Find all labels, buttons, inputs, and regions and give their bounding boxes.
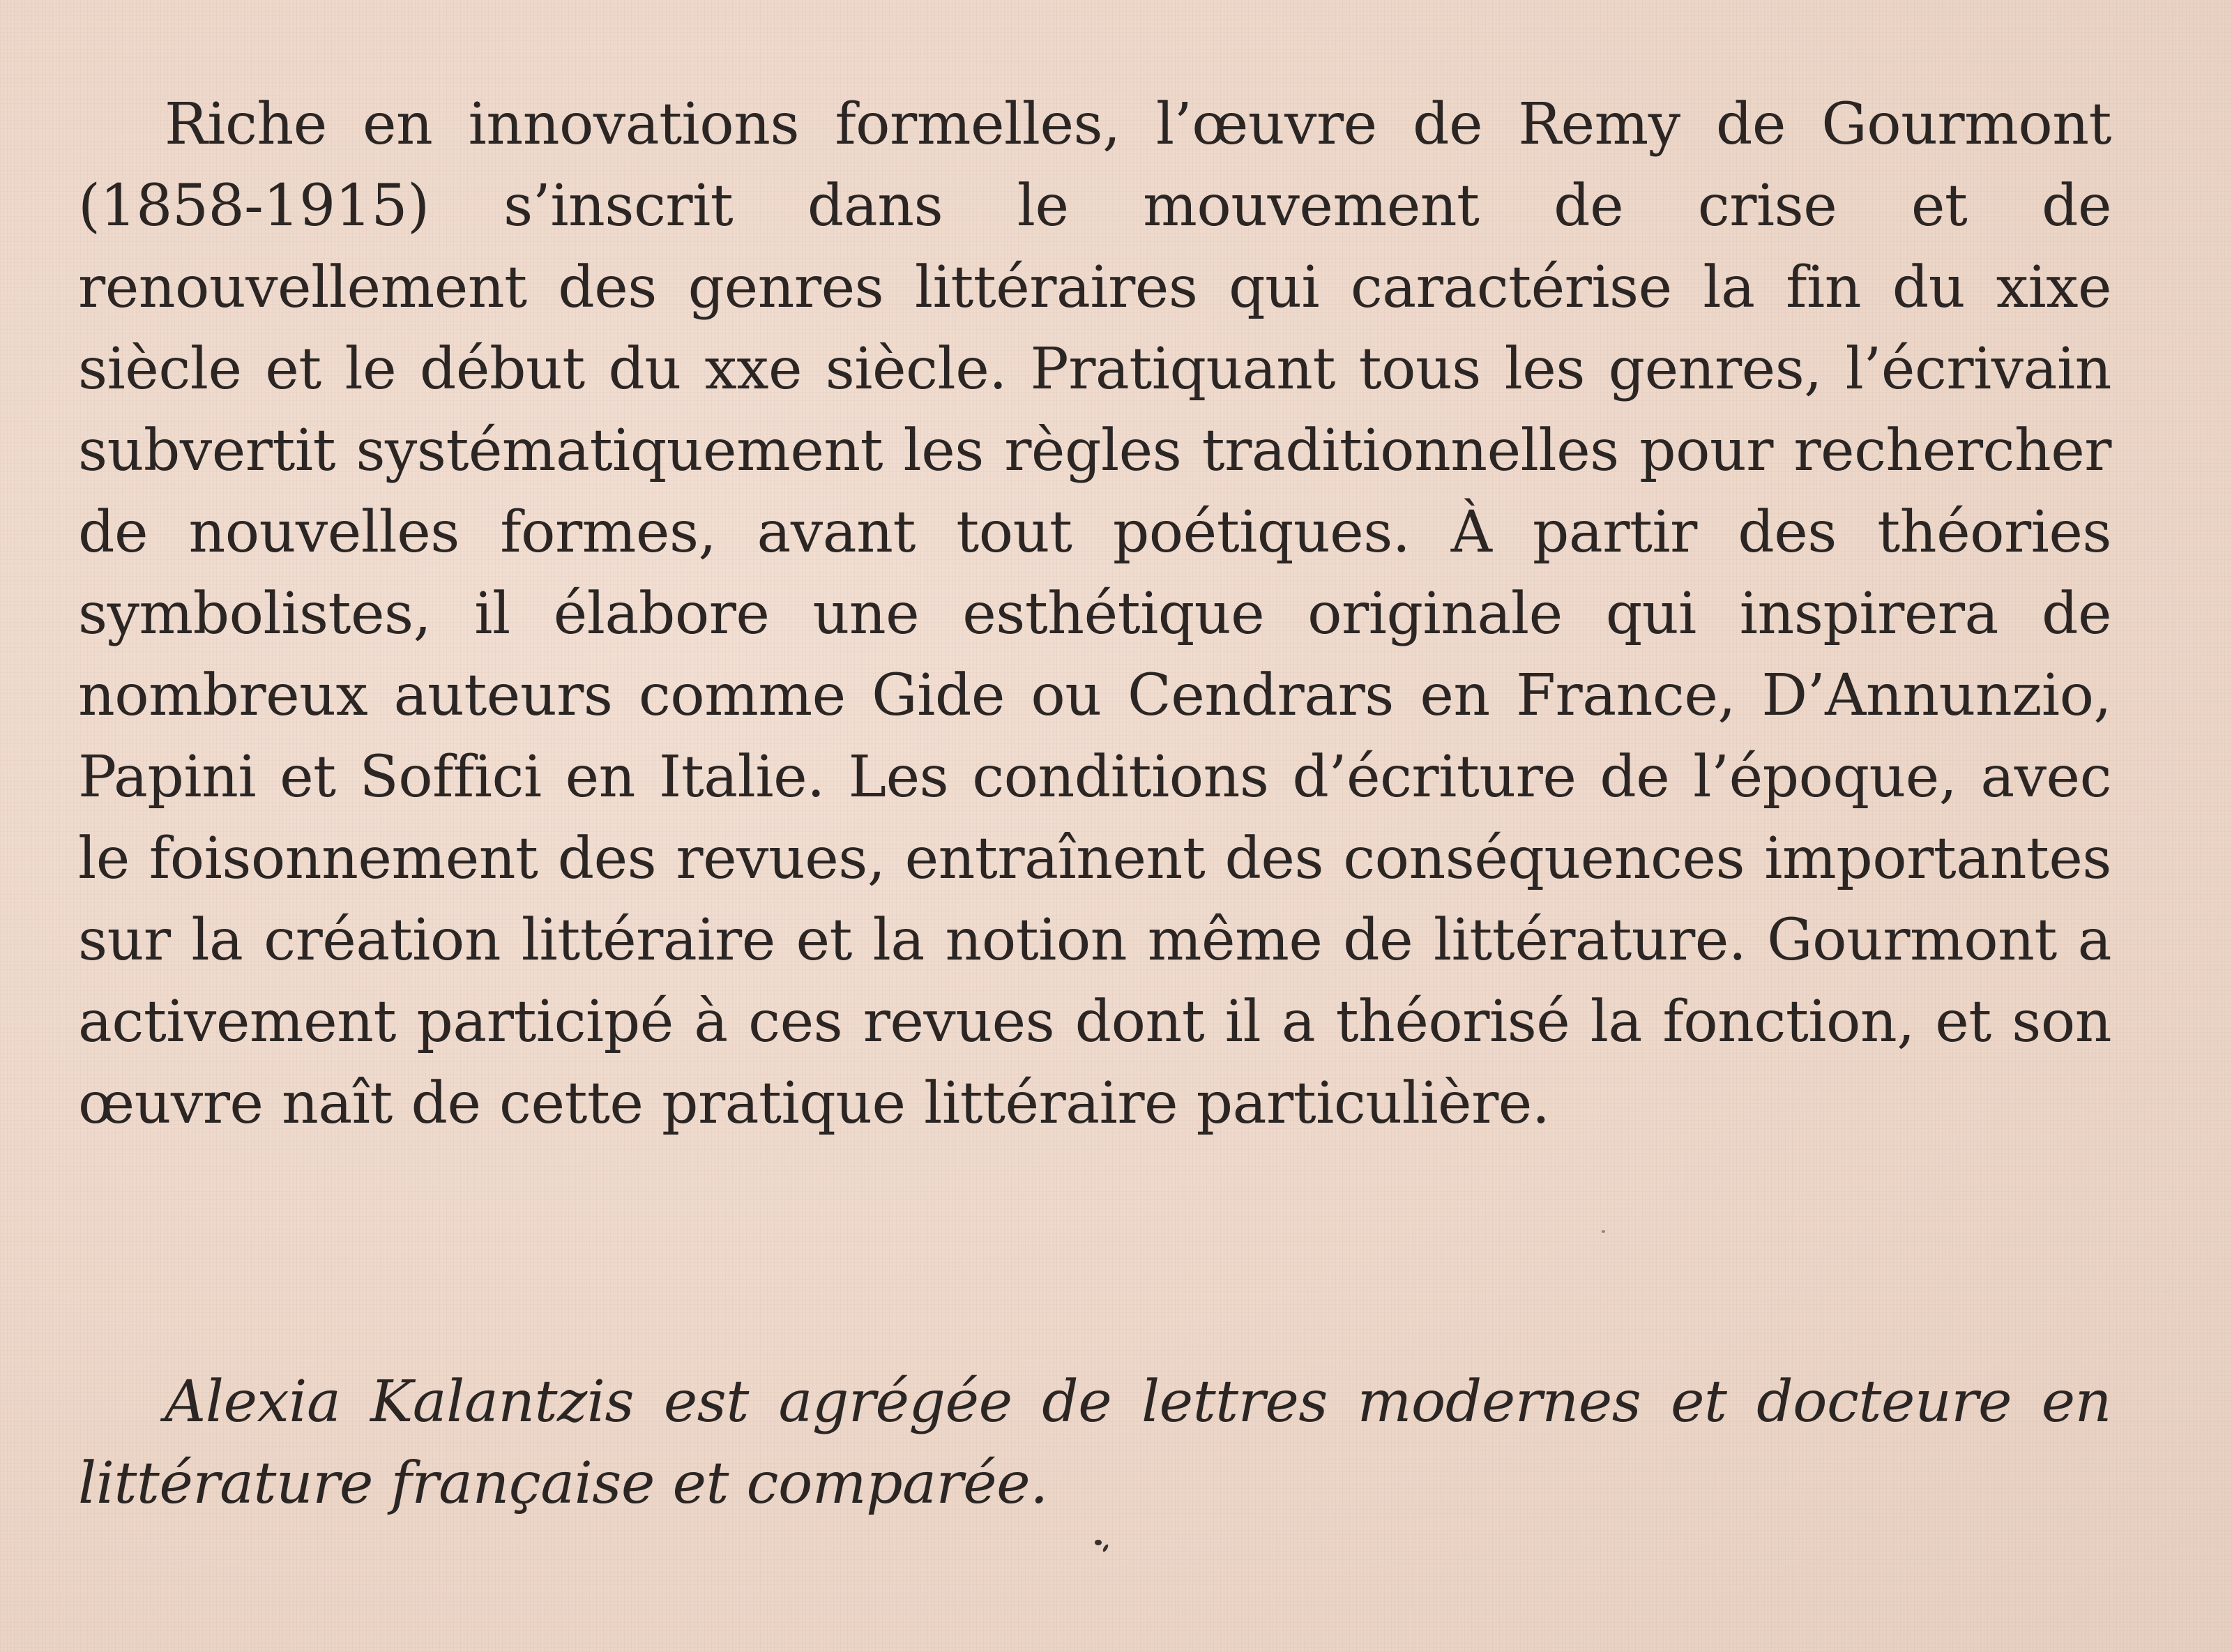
- book-back-cover: [78, 84, 2111, 1144]
- paper-speck: [1602, 1230, 1605, 1233]
- paper-speck: [1095, 1540, 1102, 1545]
- author-bio: Alexia Kalantzis est agrégée de lettres modernes et docteure en littérature française et comparée.: [78, 1369, 2111, 1517]
- paper-speck: [1102, 1544, 1109, 1553]
- description-paragraph: Riche en innovations formelles, l’œuvre de Remy de Gourmont (1858-1915) s’inscrit dans le mouvement de crise et de renouvellement des genres littéraires qui caractérise la fin du xixe siècle et le début du xxe siècle. Pratiquant tous les genres, l’écrivain subvertit systématiquement les règles traditionnelles pour rechercher de nouvelles formes, avant tout poétiques. À partir des théories symbolistes, il élabore une esthétique originale qui inspirera de nombreux auteurs comme Gide ou Cendrars en France, D’Annunzio, Papini et Soffici en Italie. Les conditions d’écriture de l’époque, avec le foisonnement des revues, entraînent des conséquences importantes sur la création littéraire et la notion même de littérature. Gourmont a activement participé à ces revues dont il a théorisé la fonction, et son œuvre naît de cette pratique littéraire particulière.: [78, 91, 2111, 1137]
